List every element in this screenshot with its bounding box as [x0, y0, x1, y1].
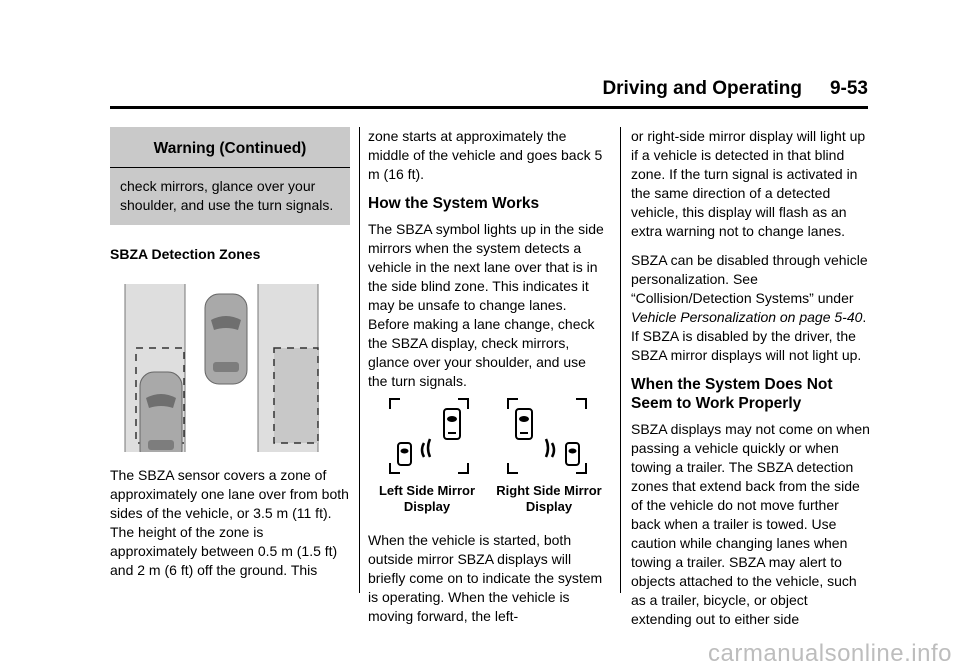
disable-text-end: . If SBZA is disabled by the driver, the SBZA mirror displays will not light up.	[631, 309, 867, 363]
caption-right-mirror: Right Side Mirror Display	[496, 483, 602, 514]
warning-title: Warning (Continued)	[110, 127, 350, 168]
warning-box	[110, 127, 350, 225]
section-heading: How the System Works	[368, 195, 540, 212]
column-divider	[359, 127, 360, 593]
section-heading: When the System Does Not Seem to Work Properly	[631, 376, 833, 412]
page-header	[110, 78, 868, 109]
disable-text: SBZA can be disabled through vehicle personalization. See “Collision/Detection Systems” under	[631, 252, 868, 306]
cross-reference-link[interactable]: Vehicle Personalization on page 5-40	[631, 309, 863, 325]
column-3	[631, 127, 871, 639]
mirror-display-figure	[368, 395, 608, 481]
disable-paragraph	[631, 251, 871, 365]
watermark: carmanualsonline.info	[708, 640, 952, 667]
limitations-paragraph: SBZA displays may not come on when passing a vehicle quickly or when towing a trailer. The SBZA detection zones that extend back from the side of the vehicle do not move further back when a trailer is towed. Use caution while changing lanes when towing a trailer. SBZA may alert to objects attached to the vehicle, such as a trailer, bicycle, or object extending out to either side	[631, 421, 870, 627]
coverage-paragraph: The SBZA sensor covers a zone of approximately one lane over from both sides of the vehicle, or 3.5 m (11 ft). The height of the zone is approximately between 0.5 m (1.5 ft) and 2 m (6 ft) off the ground. This	[110, 467, 349, 578]
column-2	[368, 127, 608, 636]
column-divider	[620, 127, 621, 593]
warning-body: check mirrors, glance over your shoulder, and use the turn signals.	[120, 178, 334, 213]
startup-paragraph: When the vehicle is started, both outside mirror SBZA displays will briefly come on to indicate the system is operating. When the vehicle is moving forward, the left-	[368, 532, 603, 624]
caption-left-mirror: Left Side Mirror Display	[378, 483, 476, 514]
display-paragraph: or right-side mirror display will light up if a vehicle is detected in that blind zone. If the turn signal is activated in the same direction of a detected vehicle, this display will flash as an extra warning not to change lanes.	[631, 128, 866, 239]
zone-paragraph: zone starts at approximately the middle of the vehicle and goes back 5 m (16 ft).	[368, 128, 603, 182]
figure-captions	[368, 483, 608, 515]
column-1	[110, 127, 350, 590]
how-it-works-paragraph: The SBZA symbol lights up in the side mirrors when the system detects a vehicle in the next lane over that is in the side blind zone. This indicates it may be unsafe to change lanes. Before making a lane change, check the SBZA display, check mirrors, glance over your shoulder, and use the turn signals.	[368, 221, 604, 389]
section-title: Driving and Operating	[602, 78, 802, 99]
page-number: 9-53	[829, 78, 868, 99]
figure-heading: SBZA Detection Zones	[110, 246, 261, 262]
detection-zones-figure	[110, 284, 350, 452]
